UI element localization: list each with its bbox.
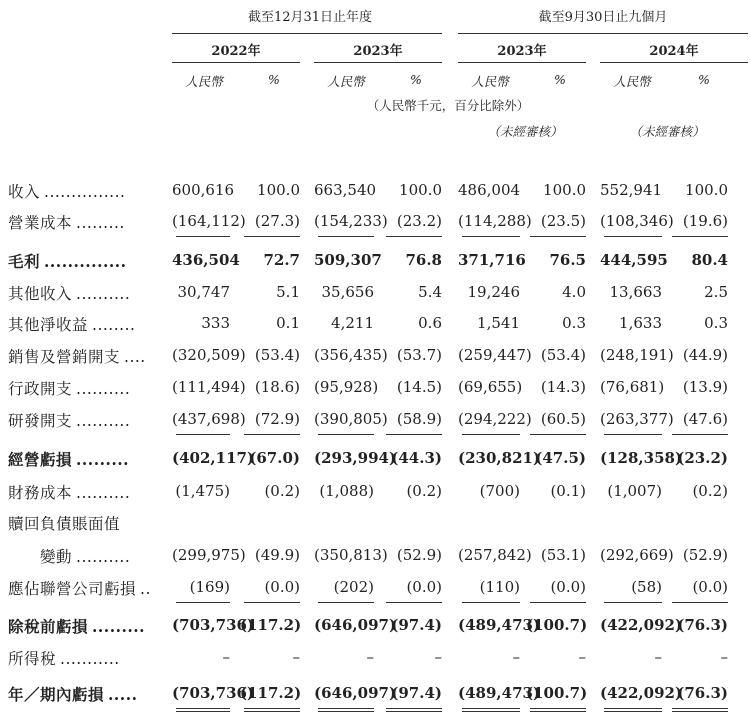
cell-underline: [318, 602, 374, 603]
cell-admin-expenses-pct-9m2023: (14.3): [540, 378, 586, 396]
cell-share-of-associates-pct-9m2024: (0.0): [692, 578, 728, 596]
year-header-1: 2022年: [211, 44, 261, 59]
row-label-gross-profit: [8, 250, 127, 272]
cell-operating-loss-amt-9m2024: (128,358): [600, 449, 683, 467]
cell-admin-expenses-amt-2022: (111,494): [172, 378, 246, 396]
row-label-redemption-liability-change: [40, 545, 130, 567]
cell-selling-marketing-pct-2023: (53.7): [396, 346, 442, 364]
cell-cost-of-sales-amt-2022: (164,112): [172, 212, 246, 230]
year-rule-4: [600, 62, 748, 63]
cell-operating-loss-pct-9m2023: (47.5): [535, 449, 586, 467]
cell-other-net-gains-pct-9m2024: 0.3: [704, 314, 728, 332]
row-label-text: 其他淨收益: [8, 316, 89, 334]
cell-underline: [244, 434, 300, 435]
col-pct-2: %: [410, 72, 422, 87]
cell-rd-expenses-pct-2022: (72.9): [254, 410, 300, 428]
row-label-text: 贖回負債賬面值: [8, 515, 121, 533]
cell-revenue-pct-2022: 100.0: [257, 181, 300, 199]
cell-other-net-gains-amt-9m2024: 1,633: [619, 314, 662, 332]
cell-income-tax-amt-9m2024: –: [654, 648, 662, 666]
cell-finance-costs-pct-9m2023: (0.1): [550, 482, 586, 500]
row-label-loss-for-period: [8, 683, 138, 705]
year-header-4: 2024年: [649, 44, 699, 59]
cell-loss-for-period-amt-9m2024: (422,092): [600, 684, 683, 702]
cell-underline: [462, 708, 520, 709]
cell-other-net-gains-amt-2022: 333: [201, 314, 230, 332]
cell-finance-costs-amt-2023: (1,088): [319, 482, 374, 500]
cell-underline: [318, 236, 374, 237]
row-label-text: 銷售及營銷開支: [8, 348, 121, 366]
cell-underline: [244, 602, 300, 603]
group-rule-nine-months: [458, 33, 748, 34]
cell-other-income-pct-9m2024: 2.5: [704, 283, 728, 301]
year-rule-2: [314, 62, 442, 63]
dot-leader: ...............: [44, 183, 126, 201]
row-label-text: 其他收入: [8, 285, 73, 303]
cell-double-underline: [176, 711, 230, 712]
cell-loss-before-tax-pct-2023: (97.4): [391, 616, 442, 634]
cell-selling-marketing-pct-2022: (53.4): [254, 346, 300, 364]
cell-underline: [386, 602, 442, 603]
group-header-fiscal-year: 截至12月31日止年度: [247, 10, 373, 25]
dot-leader: ...........: [60, 650, 120, 668]
row-label-finance-costs: [8, 481, 130, 503]
dot-leader: .........: [92, 617, 146, 636]
cell-cost-of-sales-amt-2023: (154,233): [314, 212, 388, 230]
cell-underline: [672, 236, 728, 237]
row-label-income-tax: [8, 647, 120, 669]
cell-other-income-pct-2023: 5.4: [418, 283, 442, 301]
cell-other-net-gains-pct-2023: 0.6: [418, 314, 442, 332]
row-label-other-net-gains: [8, 313, 135, 335]
cell-loss-before-tax-amt-2023: (646,097): [314, 616, 397, 634]
row-label-redemption-liability-label: [8, 512, 124, 534]
cell-other-net-gains-pct-9m2023: 0.3: [562, 314, 586, 332]
cell-cost-of-sales-pct-2022: (27.3): [254, 212, 300, 230]
cell-loss-before-tax-pct-2022: (117.2): [240, 616, 302, 634]
cell-finance-costs-amt-2022: (1,475): [175, 482, 230, 500]
cell-underline: [462, 236, 520, 237]
cell-loss-for-period-amt-9m2023: (489,473): [458, 684, 541, 702]
row-label-text: 行政開支: [8, 380, 73, 398]
col-pct-1: %: [268, 72, 280, 87]
row-label-operating-loss: [8, 448, 129, 470]
cell-redemption-liability-change-pct-2022: (49.9): [254, 546, 300, 564]
cell-income-tax-pct-9m2024: –: [720, 648, 728, 666]
cell-redemption-liability-change-amt-9m2024: (292,669): [600, 546, 674, 564]
cell-selling-marketing-amt-2022: (320,509): [172, 346, 246, 364]
row-label-cost-of-sales: [8, 211, 125, 233]
cell-cost-of-sales-pct-2023: (23.2): [396, 212, 442, 230]
cell-income-tax-amt-2023: –: [366, 648, 374, 666]
cell-gross-profit-amt-9m2024: 444,595: [600, 251, 668, 269]
dot-leader: ........: [92, 316, 136, 334]
row-label-text: 收入: [8, 183, 41, 201]
cell-operating-loss-pct-2023: (44.3): [391, 449, 442, 467]
cell-double-underline: [386, 711, 442, 712]
row-label-text: 應佔聯營公司虧損: [8, 580, 137, 598]
cell-cost-of-sales-amt-9m2024: (108,346): [600, 212, 674, 230]
cell-rd-expenses-pct-2023: (58.9): [396, 410, 442, 428]
cell-underline: [530, 602, 586, 603]
cell-selling-marketing-amt-9m2023: (259,447): [458, 346, 532, 364]
cell-loss-before-tax-amt-9m2024: (422,092): [600, 616, 683, 634]
cell-other-income-amt-2023: 35,656: [321, 283, 374, 301]
cell-other-income-amt-9m2023: 19,246: [467, 283, 520, 301]
cell-revenue-pct-9m2023: 100.0: [543, 181, 586, 199]
cell-admin-expenses-pct-2023: (14.5): [396, 378, 442, 396]
unit-note: （人民幣千元，百分比除外）: [366, 98, 530, 113]
cell-underline: [530, 708, 586, 709]
dot-leader: ..........: [76, 484, 131, 502]
cell-revenue-pct-9m2024: 100.0: [685, 181, 728, 199]
cell-redemption-liability-change-amt-2023: (350,813): [314, 546, 388, 564]
cell-other-net-gains-amt-2023: 4,211: [331, 314, 374, 332]
cell-gross-profit-pct-2022: 72.7: [263, 251, 300, 269]
cell-loss-for-period-pct-9m2023: (100.7): [526, 684, 588, 702]
cell-operating-loss-amt-2023: (293,994): [314, 449, 397, 467]
cell-redemption-liability-change-pct-9m2023: (53.1): [540, 546, 586, 564]
row-label-text: 營業成本: [8, 214, 73, 232]
cell-other-income-pct-9m2023: 4.0: [562, 283, 586, 301]
cell-underline: [244, 236, 300, 237]
cell-loss-before-tax-pct-9m2024: (76.3): [677, 616, 728, 634]
cell-redemption-liability-change-pct-9m2024: (52.9): [682, 546, 728, 564]
row-label-share-of-associates: [8, 577, 151, 599]
cell-rd-expenses-amt-9m2024: (263,377): [600, 410, 674, 428]
cell-underline: [318, 708, 374, 709]
dot-leader: ..........: [76, 285, 131, 303]
cell-selling-marketing-amt-9m2024: (248,191): [600, 346, 674, 364]
col-currency-1: 人民幣: [185, 74, 223, 89]
cell-revenue-amt-2023: 663,540: [314, 181, 377, 199]
cell-finance-costs-amt-9m2023: (700): [479, 482, 520, 500]
cell-loss-before-tax-amt-2022: (703,736): [172, 616, 255, 634]
cell-gross-profit-pct-9m2023: 76.5: [549, 251, 586, 269]
cell-cost-of-sales-pct-9m2024: (19.6): [682, 212, 728, 230]
cell-rd-expenses-pct-9m2023: (60.5): [540, 410, 586, 428]
cell-operating-loss-pct-2022: (67.0): [249, 449, 300, 467]
cell-underline: [604, 434, 662, 435]
cell-loss-for-period-amt-2022: (703,736): [172, 684, 255, 702]
cell-admin-expenses-pct-2022: (18.6): [254, 378, 300, 396]
row-label-text: 研發開支: [8, 412, 73, 430]
dot-leader: ..........: [76, 548, 131, 566]
cell-selling-marketing-pct-9m2023: (53.4): [540, 346, 586, 364]
cell-gross-profit-amt-2023: 509,307: [314, 251, 382, 269]
cell-share-of-associates-pct-2023: (0.0): [406, 578, 442, 596]
cell-finance-costs-pct-2023: (0.2): [406, 482, 442, 500]
row-label-rd-expenses: [8, 409, 130, 431]
cell-underline: [176, 236, 230, 237]
col-pct-4: %: [698, 72, 710, 87]
cell-redemption-liability-change-amt-9m2023: (257,842): [458, 546, 532, 564]
cell-gross-profit-amt-9m2023: 371,716: [458, 251, 526, 269]
dot-leader: .........: [76, 214, 125, 232]
cell-selling-marketing-pct-9m2024: (44.9): [682, 346, 728, 364]
row-label-text: 財務成本: [8, 484, 73, 502]
dot-leader: ..........: [76, 412, 131, 430]
cell-double-underline: [318, 711, 374, 712]
row-label-text: 毛利: [8, 252, 41, 271]
cell-underline: [462, 434, 520, 435]
cell-loss-before-tax-amt-9m2023: (489,473): [458, 616, 541, 634]
cell-income-tax-pct-9m2023: –: [578, 648, 586, 666]
cell-underline: [386, 434, 442, 435]
row-label-text: 年／期內虧損: [8, 685, 105, 704]
cell-share-of-associates-amt-9m2024: (58): [631, 578, 662, 596]
cell-cost-of-sales-pct-9m2023: (23.5): [540, 212, 586, 230]
cell-revenue-amt-2022: 600,616: [172, 181, 235, 199]
cell-underline: [672, 708, 728, 709]
cell-double-underline: [462, 711, 520, 712]
row-label-other-income: [8, 282, 130, 304]
cell-share-of-associates-pct-2022: (0.0): [264, 578, 300, 596]
cell-underline: [530, 434, 586, 435]
cell-underline: [244, 708, 300, 709]
cell-loss-for-period-pct-2022: (117.2): [240, 684, 302, 702]
cell-revenue-pct-2023: 100.0: [399, 181, 442, 199]
cell-underline: [386, 708, 442, 709]
dot-leader: ..........: [76, 380, 131, 398]
cell-rd-expenses-pct-9m2024: (47.6): [682, 410, 728, 428]
year-rule-1: [172, 62, 300, 63]
cell-loss-for-period-amt-2023: (646,097): [314, 684, 397, 702]
row-label-text: 所得稅: [8, 650, 57, 668]
cell-underline: [604, 602, 662, 603]
row-label-loss-before-tax: [8, 615, 145, 637]
cell-double-underline: [244, 711, 300, 712]
cell-underline: [386, 236, 442, 237]
col-currency-4: 人民幣: [613, 74, 651, 89]
cell-other-net-gains-amt-9m2023: 1,541: [477, 314, 520, 332]
cell-rd-expenses-amt-2022: (437,698): [172, 410, 246, 428]
col-currency-3: 人民幣: [471, 74, 509, 89]
cell-share-of-associates-amt-2022: (169): [189, 578, 230, 596]
cell-selling-marketing-amt-2023: (356,435): [314, 346, 388, 364]
cell-rd-expenses-amt-2023: (390,805): [314, 410, 388, 428]
row-label-text: 經營虧損: [8, 450, 73, 469]
year-header-2: 2023年: [353, 44, 403, 59]
cell-double-underline: [530, 711, 586, 712]
cell-rd-expenses-amt-9m2023: (294,222): [458, 410, 532, 428]
cell-redemption-liability-change-amt-2022: (299,975): [172, 546, 246, 564]
dot-leader: ..............: [44, 252, 127, 271]
cell-underline: [672, 602, 728, 603]
cell-gross-profit-amt-2022: 436,504: [172, 251, 240, 269]
cell-underline: [604, 236, 662, 237]
cell-underline: [176, 434, 230, 435]
cell-loss-for-period-pct-2023: (97.4): [391, 684, 442, 702]
dot-leader: ..: [140, 580, 151, 598]
unaudited-note-2024: （未經審核）: [629, 124, 705, 139]
group-header-nine-months: 截至9月30日止九個月: [538, 10, 668, 25]
cell-double-underline: [604, 711, 662, 712]
cell-admin-expenses-amt-9m2023: (69,655): [458, 378, 523, 396]
dot-leader: .....: [108, 685, 138, 704]
cell-double-underline: [672, 711, 728, 712]
cell-gross-profit-pct-2023: 76.8: [405, 251, 442, 269]
cell-cost-of-sales-amt-9m2023: (114,288): [458, 212, 532, 230]
cell-share-of-associates-amt-9m2023: (110): [479, 578, 520, 596]
cell-other-income-amt-2022: 30,747: [177, 283, 230, 301]
cell-admin-expenses-pct-9m2024: (13.9): [682, 378, 728, 396]
row-label-text: 變動: [40, 548, 73, 566]
year-rule-3: [458, 62, 586, 63]
cell-loss-for-period-pct-9m2024: (76.3): [677, 684, 728, 702]
cell-admin-expenses-amt-2023: (95,928): [314, 378, 379, 396]
col-currency-2: 人民幣: [327, 74, 365, 89]
cell-revenue-amt-9m2023: 486,004: [458, 181, 521, 199]
row-label-text: 除稅前虧損: [8, 617, 89, 636]
cell-underline: [604, 708, 662, 709]
dot-leader: .........: [76, 450, 130, 469]
row-label-selling-marketing: [8, 345, 146, 367]
cell-underline: [672, 434, 728, 435]
cell-other-net-gains-pct-2022: 0.1: [276, 314, 300, 332]
dot-leader: ....: [124, 348, 146, 366]
cell-admin-expenses-amt-9m2024: (76,681): [600, 378, 665, 396]
row-label-revenue: [8, 180, 125, 202]
cell-underline: [530, 236, 586, 237]
cell-revenue-amt-9m2024: 552,941: [600, 181, 663, 199]
cell-underline: [176, 602, 230, 603]
cell-income-tax-pct-2023: –: [434, 648, 442, 666]
cell-underline: [462, 602, 520, 603]
cell-redemption-liability-change-pct-2023: (52.9): [396, 546, 442, 564]
year-header-3: 2023年: [497, 44, 547, 59]
cell-operating-loss-pct-9m2024: (23.2): [677, 449, 728, 467]
cell-finance-costs-pct-9m2024: (0.2): [692, 482, 728, 500]
cell-underline: [176, 708, 230, 709]
cell-underline: [318, 434, 374, 435]
cell-share-of-associates-pct-9m2023: (0.0): [550, 578, 586, 596]
cell-finance-costs-amt-9m2024: (1,007): [607, 482, 662, 500]
cell-share-of-associates-amt-2023: (202): [333, 578, 374, 596]
cell-other-income-pct-2022: 5.1: [276, 283, 300, 301]
cell-operating-loss-amt-2022: (402,117): [172, 449, 255, 467]
cell-income-tax-pct-2022: –: [292, 648, 300, 666]
cell-loss-before-tax-pct-9m2023: (100.7): [526, 616, 588, 634]
cell-finance-costs-pct-2022: (0.2): [264, 482, 300, 500]
cell-income-tax-amt-9m2023: –: [512, 648, 520, 666]
cell-operating-loss-amt-9m2023: (230,821): [458, 449, 541, 467]
cell-gross-profit-pct-9m2024: 80.4: [691, 251, 728, 269]
unaudited-note-2023: （未經審核）: [487, 124, 563, 139]
group-rule-fiscal: [172, 33, 442, 34]
col-pct-3: %: [554, 72, 566, 87]
cell-income-tax-amt-2022: –: [222, 648, 230, 666]
cell-other-income-amt-9m2024: 13,663: [609, 283, 662, 301]
row-label-admin-expenses: [8, 377, 130, 399]
